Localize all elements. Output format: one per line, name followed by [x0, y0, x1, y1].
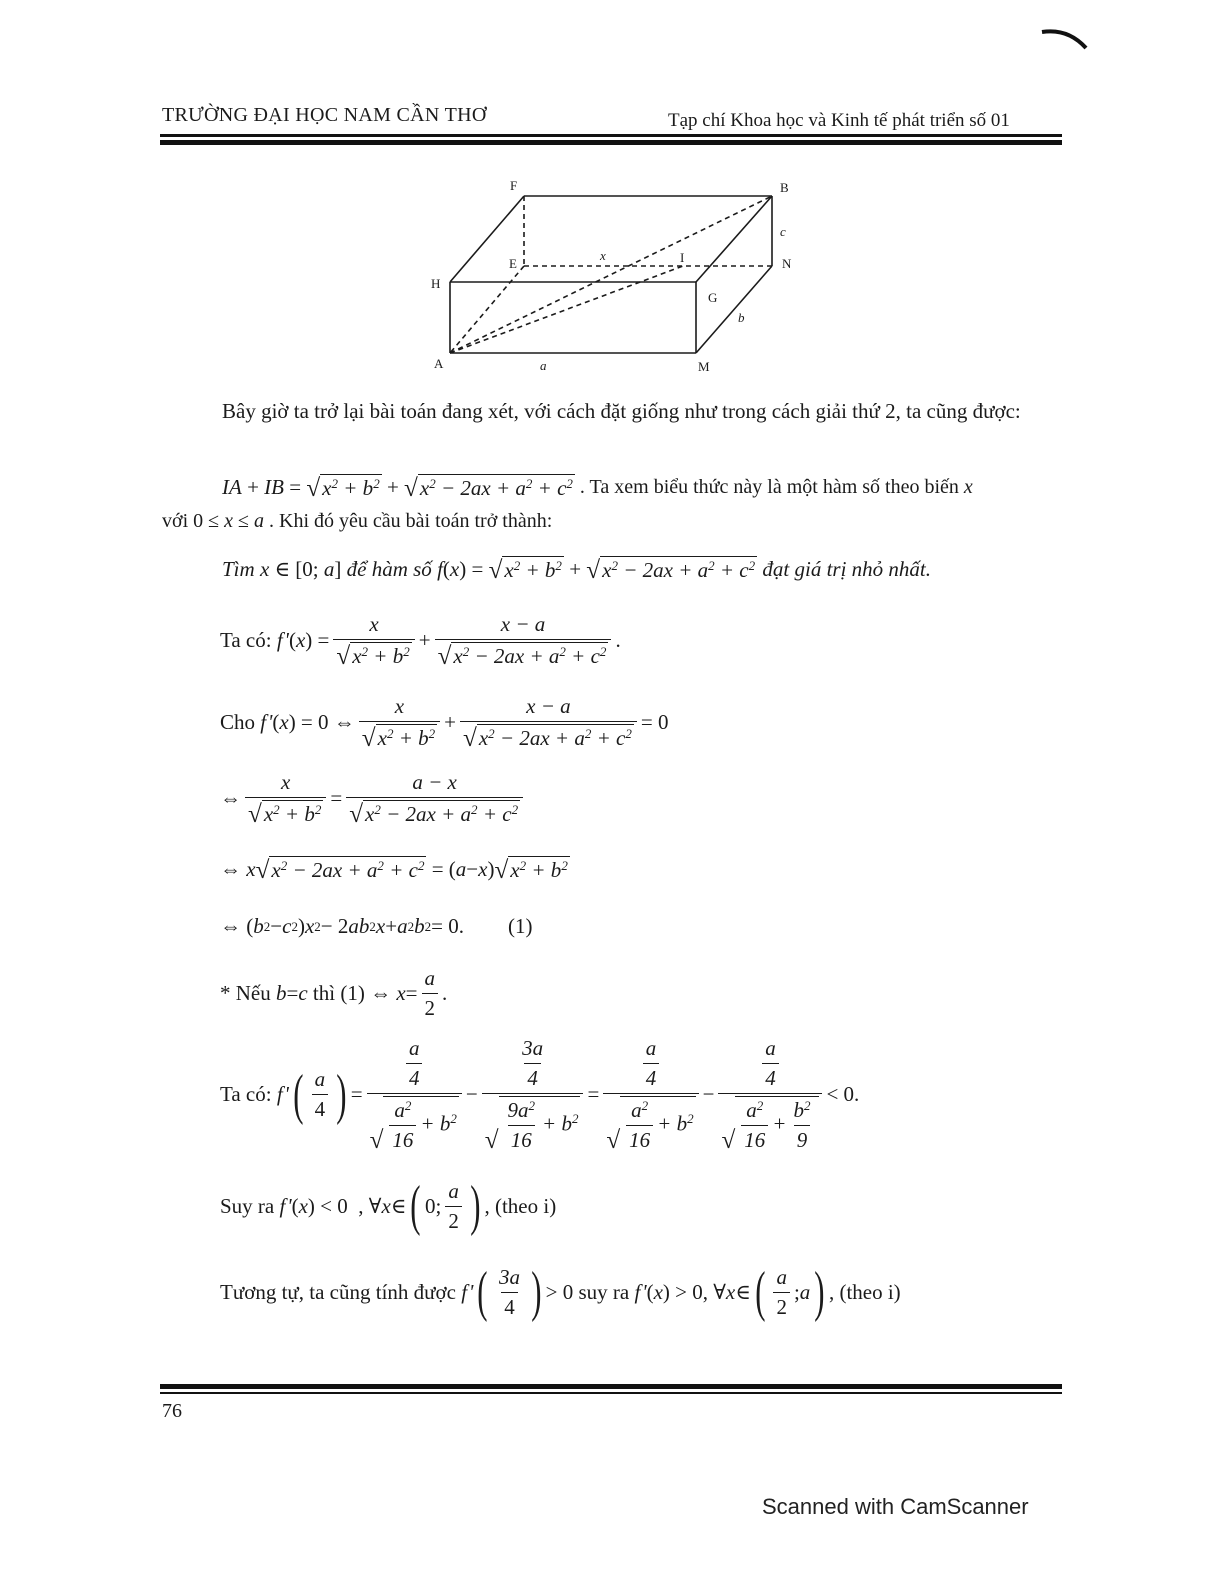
label-F: F [510, 178, 518, 193]
label-b: b [738, 310, 745, 325]
text-problem-becomes: . Khi đó yêu cầu bài toán trở thành: [269, 510, 553, 532]
paragraph-intro: Bây giờ ta trở lại bài toán đang xét, với cách đặt giống như trong cách giải thứ 2, ta cũng được: [222, 399, 1021, 423]
text-suy-ra-2: suy ra [578, 1279, 630, 1304]
label-M: M [698, 359, 710, 374]
scanner-watermark: Scanned with CamScanner [762, 1494, 1029, 1519]
footer-rule-thick [160, 1384, 1062, 1389]
problem-statement: Tìm x ∈ [0; a ] để hàm số f ( x ) = √ $x^2 + b^2$ + √ $x^2 - 2ax + a^2 + c^2$ đạt giá trị nhỏ nhất. [222, 556, 932, 584]
equation-equiv-3: ⇔ ( b 2 − c 2 ) x 2 − 2 ab 2 x + a 2 b 2 = 0. (1) [220, 914, 533, 938]
label-c: c [780, 224, 786, 239]
text-dat-gtnn: đạt giá trị nhỏ nhất. [762, 557, 932, 582]
label-A: A [434, 356, 444, 371]
label-I: I [680, 250, 685, 265]
equation-f-prime-a4: Ta có: f ' ( $\frac{a}{4}$ ) = $\frac{a}{4}$ √ $\frac{a^2}{16}$ + $b^2$ − $\frac{3a}{4}$ √ $\frac{9a^2}{16}$ + $b^2$ = $\frac{a}{4}$ √ $\frac{a^2}{16}$ + $b^2$ − $\frac{a}{4}$ √ $\frac{a^2}{16}$ + $\frac{b^2}{9}$ < 0. [220, 1036, 860, 1154]
text-de-ham-so: để hàm số [346, 557, 432, 582]
header-rule-thin [160, 134, 1062, 137]
header-journal: Tạp chí Khoa học và Kinh tế phát triển số 01 [668, 110, 1010, 131]
equation-equiv-2: ⇔ x √ $x^2 - 2ax + a^2 + c^2$ = ( a − x ) √ $x^2 + b^2$ [220, 856, 568, 884]
equation-ia-ib: IA + IB = √ $x^2 + b^2$ + √ $x^2 - 2ax + a^2 + c^2$ . Ta xem biểu thức này là một hàm số theo biến x [222, 474, 973, 502]
text-tuong-tu: Tương tự, ta cũng tính được [220, 1279, 456, 1304]
text-ta-co-2: Ta có: [220, 1082, 272, 1107]
equation-equiv-1: ⇔ x √ $x^2 + b^2$ = a − x √ $x^2 - 2ax + a^2 + c^2$ [220, 770, 527, 828]
label-E: E [509, 256, 517, 271]
case-b-equals-c: * Nếu b = c thì (1) ⇔ x = $\frac{a}{2}$ . [220, 966, 448, 1020]
footer-rule-thin [160, 1392, 1062, 1394]
text-ta-co: Ta có: [220, 628, 272, 653]
text-theo-i-2: , (theo i) [828, 1279, 901, 1304]
text-var-x: x [963, 476, 973, 499]
line-domain: với 0 ≤ x ≤ a . Khi đó yêu cầu bài toán trở thành: [162, 510, 553, 532]
scan-corner-mark [1040, 26, 1090, 52]
header-institution: TRƯỜNG ĐẠI HỌC NAM CẦN THƠ [162, 104, 487, 126]
label-B: B [780, 180, 789, 195]
equation-label-1: (1) [507, 914, 533, 938]
text-neu: * Nếu [220, 981, 271, 1005]
page-number: 76 [162, 1400, 182, 1422]
label-G: G [708, 290, 718, 305]
text-suy-ra: Suy ra [220, 1193, 275, 1218]
equation-derivative: Ta có: f ' ( x ) = x √ $x^2 + b^2$ + x − a √ $x^2 - 2ax + a^2 + c^2$ . [220, 612, 621, 670]
text-voi: với [162, 510, 189, 532]
conclusion-decreasing: Suy ra f ' ( x ) < 0 , ∀ x ∈ ( 0; $\frac{a}{2}$ ) , (theo i) [220, 1175, 557, 1237]
text-theo-i: , (theo i) [484, 1193, 557, 1218]
text-cho: Cho [220, 710, 256, 735]
label-x: x [600, 248, 606, 263]
header-rule-thick [160, 140, 1062, 145]
box-figure [400, 170, 820, 385]
equation-set-zero: Cho f ' ( x ) = 0 ⇔ x √ $x^2 + b^2$ + x − a √ $x^2 - 2ax + a^2 + c^2$ = 0 [220, 694, 669, 752]
label-a: a [540, 358, 547, 373]
text-function-note: . Ta xem biểu thức này là một hàm số theo biến [579, 476, 959, 499]
text-thi: thì [312, 981, 336, 1005]
text-tim: Tìm [222, 557, 255, 582]
label-N: N [782, 256, 792, 271]
label-H: H [431, 276, 441, 291]
conclusion-increasing: Tương tự, ta cũng tính được f ' ( $\frac{3a}{4}$ ) > 0 suy ra f ' ( x ) > 0, ∀ x ∈ ( $\frac{a}{2}$ ; a ) , (theo i) [220, 1261, 901, 1323]
